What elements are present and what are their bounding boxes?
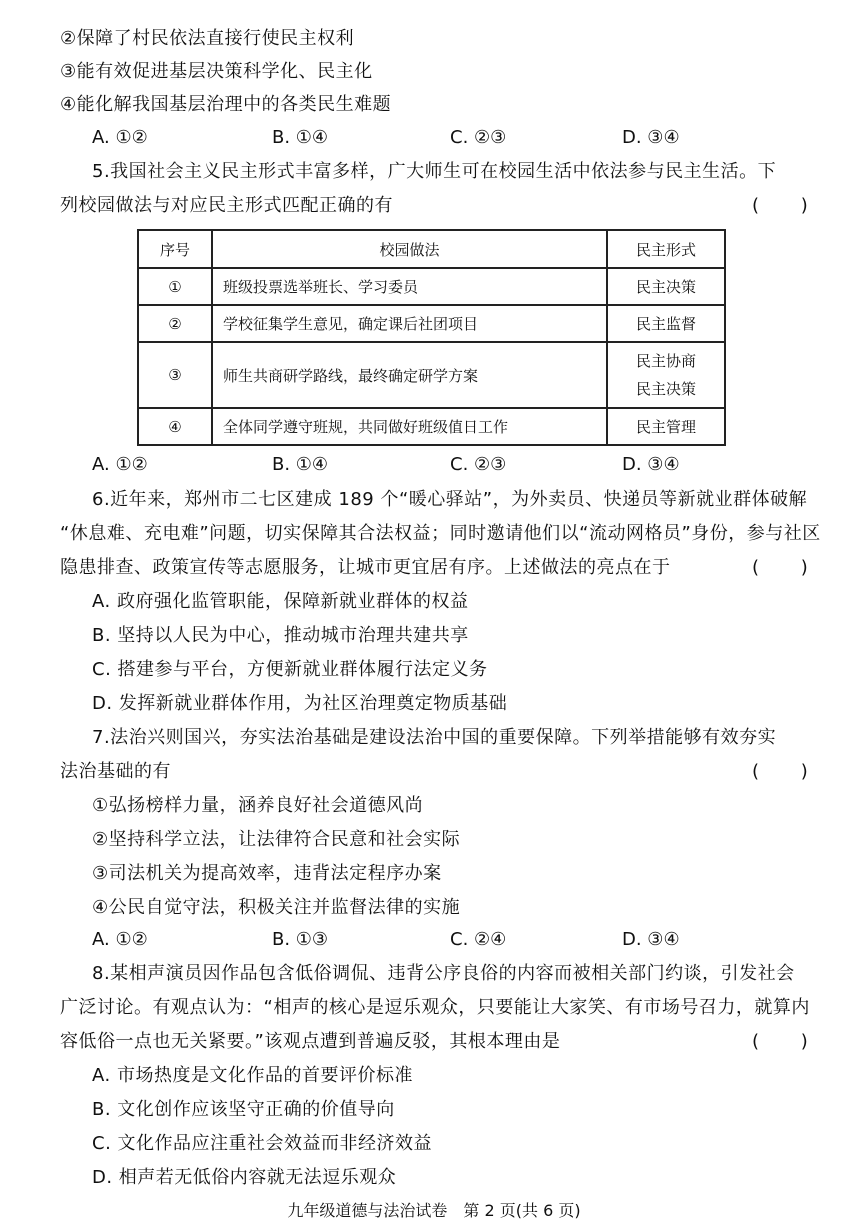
row-no: ③ (138, 342, 212, 408)
q4-item-2: ②保障了村民依法直接行使民主权利 (60, 28, 355, 49)
q7-option-c[interactable]: C. ②④ (450, 929, 507, 950)
q5-option-c[interactable]: C. ②③ (450, 454, 507, 475)
q6-option-c[interactable]: C. 搭建参与平台，方便新就业群体履行法定义务 (92, 659, 488, 680)
q6-answer-bracket[interactable]: ( ) (752, 557, 826, 578)
q4-option-c[interactable]: C. ②③ (450, 127, 507, 148)
q7-stem-line-1: 7.法治兴则国兴，夯实法治基础是建设法治中国的重要保障。下列举措能够有效夯实 (92, 727, 777, 748)
table-row (138, 268, 725, 305)
header-practice: 校园做法 (212, 230, 607, 268)
q5-option-b[interactable]: B. ①④ (272, 454, 329, 475)
q4-item-4: ④能化解我国基层治理中的各类民生难题 (60, 94, 392, 115)
row-form-line-2: 民主决策 (635, 380, 696, 398)
q6-stem-line-3: 隐患排查、政策宣传等志愿服务，让城市更宜居有序。上述做法的亮点在于 (60, 557, 671, 578)
q6-stem-line-2: “休息难、充电难”问题，切实保障其合法权益；同时邀请他们以“流动网格员”身份，参与社区 (60, 523, 821, 544)
q6-option-d[interactable]: D. 发挥新就业群体作用，为社区治理奠定物质基础 (92, 693, 508, 714)
row-no: ① (138, 268, 212, 305)
q6-option-b[interactable]: B. 坚持以人民为中心，推动城市治理共建共享 (92, 625, 469, 646)
page-footer: 九年级道德与法治试卷 第 2 页(共 6 页) (287, 1201, 581, 1220)
header-form: 民主形式 (607, 230, 725, 268)
q8-stem-line-1: 8.某相声演员因作品包含低俗调侃、违背公序良俗的内容而被相关部门约谈，引发社会 (92, 963, 795, 984)
q8-option-c[interactable]: C. 文化作品应注重社会效益而非经济效益 (92, 1133, 433, 1154)
row-no: ② (138, 305, 212, 342)
row-no: ④ (138, 408, 212, 445)
q7-option-a[interactable]: A. ①② (92, 929, 148, 950)
q7-option-d[interactable]: D. ③④ (622, 929, 680, 950)
row-practice: 学校征集学生意见，确定课后社团项目 (212, 305, 607, 342)
row-form (607, 342, 725, 408)
q7-answer-bracket[interactable]: ( ) (752, 761, 826, 782)
row-practice: 师生共商研学路线，最终确定研学方案 (212, 342, 607, 408)
row-form: 民主监督 (607, 305, 725, 342)
q5-option-d[interactable]: D. ③④ (622, 454, 680, 475)
table-header-row (138, 230, 725, 268)
row-form: 民主管理 (607, 408, 725, 445)
q8-stem-line-2: 广泛讨论。有观点认为：“相声的核心是逗乐观众，只要能让大家笑、有市场号召力，就算内 (60, 997, 810, 1018)
q8-option-d[interactable]: D. 相声若无低俗内容就无法逗乐观众 (92, 1167, 397, 1188)
q7-item-2: ②坚持科学立法，让法律符合民意和社会实际 (92, 829, 461, 850)
q4-option-d[interactable]: D. ③④ (622, 127, 680, 148)
q8-option-b[interactable]: B. 文化创作应该坚守正确的价值导向 (92, 1099, 395, 1120)
row-form: 民主决策 (607, 268, 725, 305)
q4-option-b[interactable]: B. ①④ (272, 127, 329, 148)
q7-item-4: ④公民自觉守法，积极关注并监督法律的实施 (92, 897, 461, 918)
q4-option-a[interactable]: A. ①② (92, 127, 148, 148)
q8-option-a[interactable]: A. 市场热度是文化作品的首要评价标准 (92, 1065, 413, 1086)
table-row (138, 342, 725, 408)
q6-option-a[interactable]: A. 政府强化监管职能，保障新就业群体的权益 (92, 591, 469, 612)
row-practice: 全体同学遵守班规，共同做好班级值日工作 (212, 408, 607, 445)
header-no: 序号 (138, 230, 212, 268)
table-row (138, 305, 725, 342)
q5-stem-line-2: 列校园做法与对应民主形式匹配正确的有 (60, 195, 393, 216)
q7-stem-line-2: 法治基础的有 (60, 761, 171, 782)
q8-stem-line-3: 容低俗一点也无关紧要。”该观点遭到普遍反驳，其根本理由是 (60, 1031, 561, 1052)
q4-item-3: ③能有效促进基层决策科学化、民主化 (60, 61, 373, 82)
row-form-line-1: 民主协商 (635, 352, 696, 370)
q5-table (137, 229, 726, 446)
q5-stem-line-1: 5.我国社会主义民主形式丰富多样，广大师生可在校园生活中依法参与民主生活。下 (92, 161, 777, 182)
row-practice: 班级投票选举班长、学习委员 (212, 268, 607, 305)
q6-stem-line-1: 6.近年来，郑州市二七区建成 189 个“暖心驿站”，为外卖员、快递员等新就业群体破解 (92, 489, 808, 510)
q7-item-3: ③司法机关为提高效率，违背法定程序办案 (92, 863, 442, 884)
q7-option-b[interactable]: B. ①③ (272, 929, 329, 950)
q8-answer-bracket[interactable]: ( ) (752, 1031, 826, 1052)
q5-option-a[interactable]: A. ①② (92, 454, 148, 475)
q5-answer-bracket[interactable]: ( ) (752, 195, 826, 216)
table-row (138, 408, 725, 445)
q7-item-1: ①弘扬榜样力量，涵养良好社会道德风尚 (92, 795, 424, 816)
